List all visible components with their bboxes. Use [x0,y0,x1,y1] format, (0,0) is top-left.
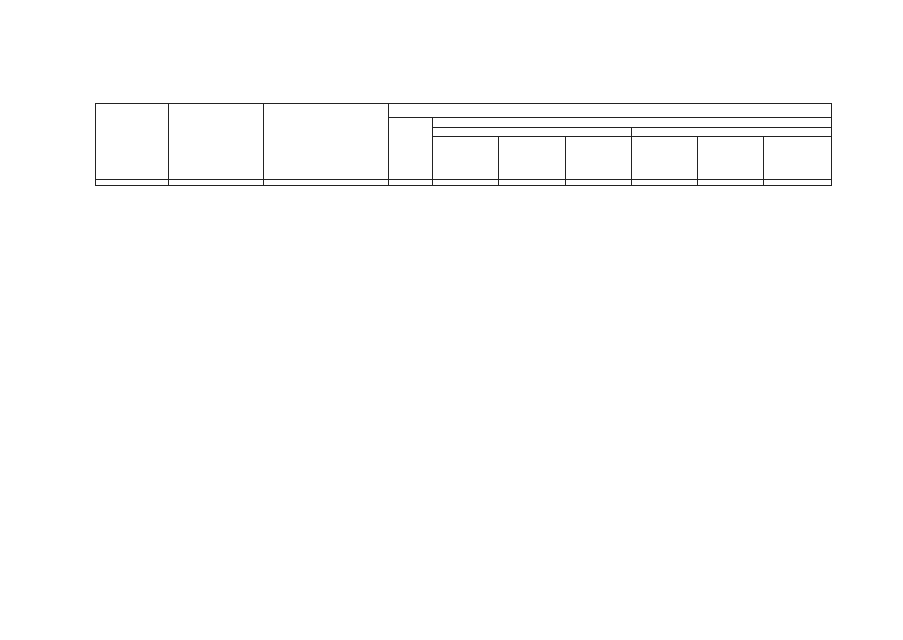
column-index [433,180,499,186]
header-by-years [433,118,832,128]
column-index [96,180,169,186]
header-2016-total [433,137,499,180]
column-index [169,180,264,186]
table-header [96,104,832,186]
header-expenses [389,104,832,118]
column-index [264,180,389,186]
header-2016-federal [499,137,566,180]
column-index [764,180,832,186]
header-2016-regional [566,137,632,180]
column-index [698,180,764,186]
column-index [389,180,433,186]
header-2017-regional [764,137,832,180]
header-2017-total [632,137,698,180]
column-index [566,180,632,186]
header-status [96,104,169,180]
header-program [169,104,264,180]
header-2017-federal [698,137,764,180]
header-year-2016 [433,128,632,137]
column-index [499,180,566,186]
header-total [389,118,433,180]
column-index [632,180,698,186]
column-index-row [96,180,832,186]
header-executor [264,104,389,180]
header-year-2017 [632,128,832,137]
expenses-table [95,103,832,186]
